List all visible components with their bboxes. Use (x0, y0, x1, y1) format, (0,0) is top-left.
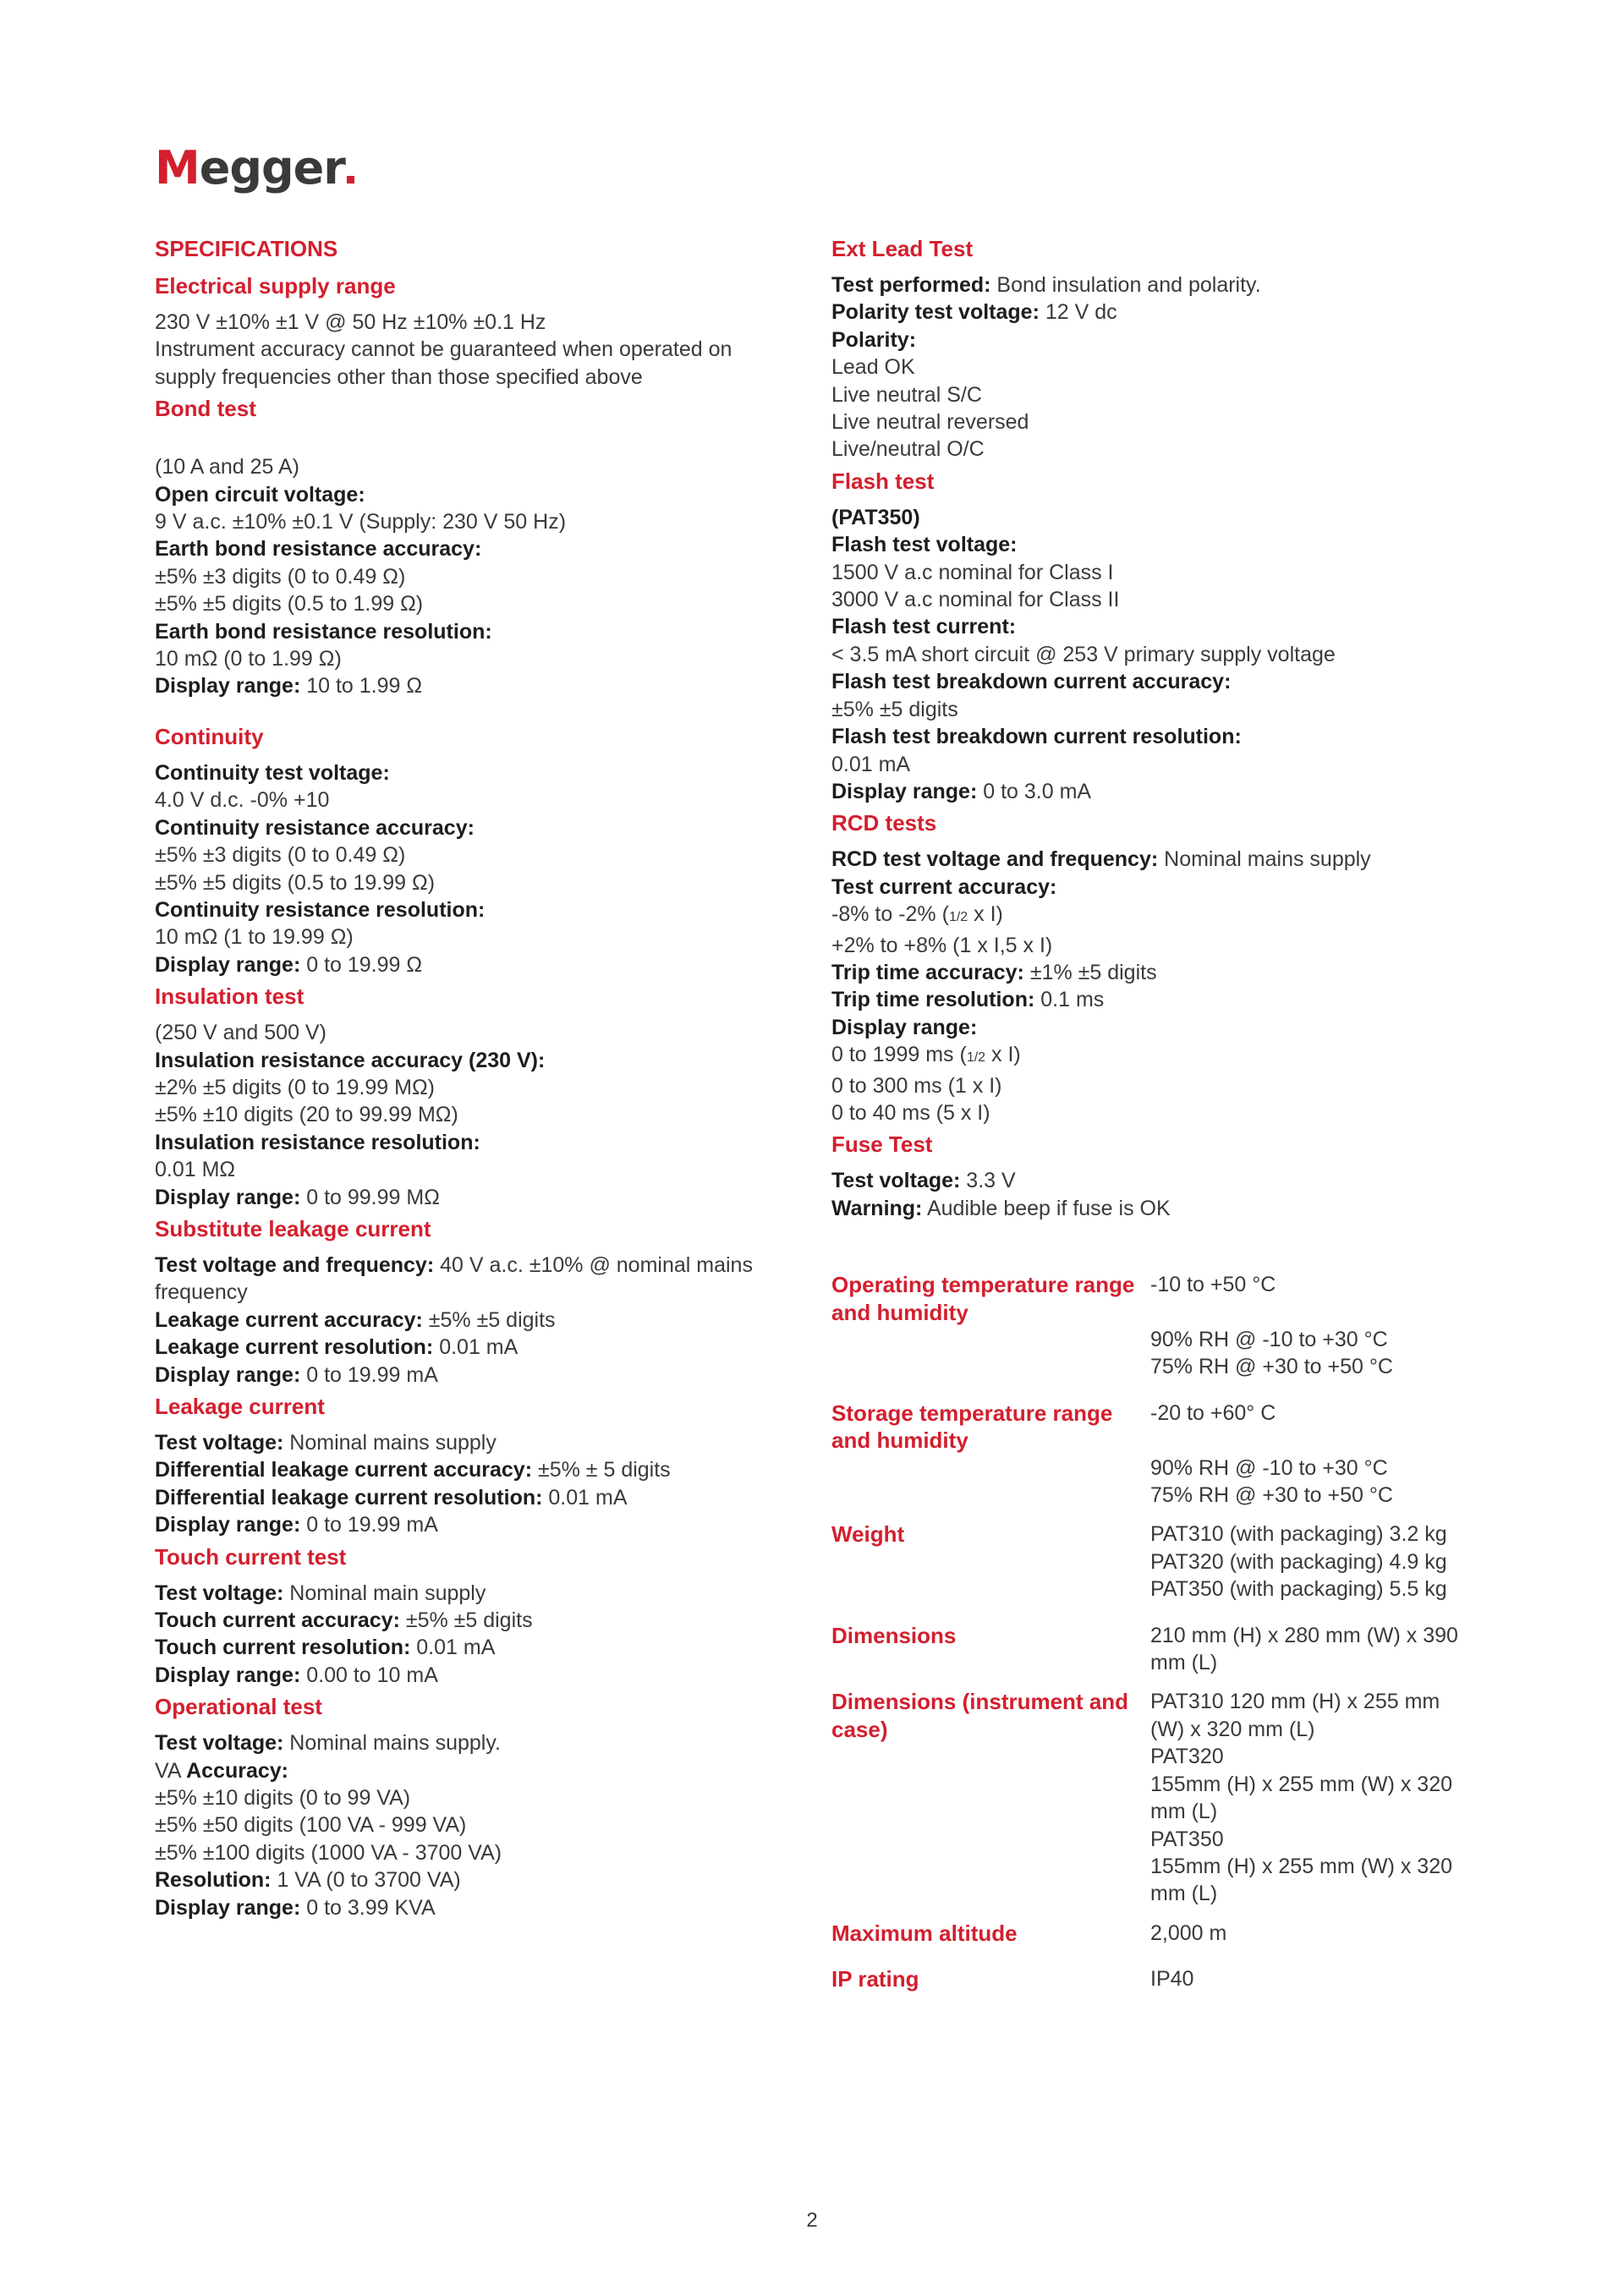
spec-line: Leakage current resolution: 0.01 mA (155, 1335, 518, 1360)
spec-label: Maximum altitude (831, 1920, 1018, 1946)
spec-line: Display range: 0 to 19.99 mA (155, 1513, 438, 1537)
spec-line: Test voltage: Nominal main supply (155, 1581, 486, 1605)
spec-line: Differential leakage current accuracy: ±5% ± 5 digits (155, 1458, 671, 1482)
spec-line: Display range: 10 to 1.99 Ω (155, 674, 423, 699)
left-column (155, 233, 781, 1921)
spec-line: Resolution: 1 VA (0 to 3700 VA) (155, 1868, 461, 1893)
section-title: Electrical supply range (155, 273, 396, 299)
spec-line: ±5% ±5 digits (0.5 to 19.99 Ω) (155, 870, 436, 895)
spec-line: Touch current accuracy: ±5% ±5 digits (155, 1608, 533, 1633)
section-substitute-leakage (155, 1214, 781, 1389)
spec-label: IP rating (831, 1966, 919, 1992)
section-title: Insulation test (155, 984, 304, 1010)
section-title: RCD tests (831, 810, 937, 836)
spec-line: ±5% ±10 digits (0 to 99 VA) (155, 1786, 411, 1811)
spec-row-dimensions-case (831, 1688, 1474, 1907)
spec-line: ±5% ±100 digits (1000 VA - 3700 VA) (155, 1840, 502, 1865)
spec-heading: Continuity test voltage: (155, 760, 390, 785)
megger-logo: Megger (155, 145, 354, 191)
spec-label: Dimensions (instrument and case) (831, 1689, 1129, 1742)
spec-line: ±5% ±3 digits (0 to 0.49 Ω) (155, 564, 406, 589)
spec-line: Polarity test voltage: 12 V dc (831, 300, 1117, 325)
section-title: Fuse Test (831, 1132, 933, 1158)
spec-line: ±5% ±50 digits (100 VA - 999 VA) (155, 1813, 467, 1838)
section-fuse-test (831, 1130, 1474, 1222)
section-electrical-supply (155, 271, 781, 391)
spec-value: 2,000 m (1150, 1921, 1227, 1945)
spec-heading: Open circuit voltage: (155, 482, 365, 507)
spec-line: 0 to 1999 ms (1/2 x I) (831, 1043, 1021, 1067)
spec-value: 210 mm (H) x 280 mm (W) x 390 mm (L) (1150, 1623, 1458, 1675)
spec-row-weight (831, 1521, 1474, 1603)
section-title: Substitute leakage current (155, 1215, 431, 1241)
spec-row-operating-temperature (831, 1271, 1474, 1381)
spec-heading: Display range: (831, 1015, 978, 1039)
section-insulation (155, 982, 781, 1211)
spec-heading: Flash test voltage: (831, 533, 1018, 557)
spec-line: VA Accuracy: (155, 1758, 288, 1783)
spec-heading: Insulation resistance resolution: (155, 1130, 480, 1154)
spec-line: (250 V and 500 V) (155, 1021, 326, 1045)
spec-row-max-altitude (831, 1920, 1474, 1947)
section-leakage-current (155, 1392, 781, 1539)
section-operational-test (155, 1692, 781, 1921)
section-title: Continuity (155, 723, 264, 749)
spec-line: < 3.5 mA short circuit @ 253 V primary supply voltage (831, 642, 1336, 666)
spec-line: 0 to 300 ms (1 x I) (831, 1073, 1002, 1098)
spec-heading: Continuity resistance resolution: (155, 897, 486, 922)
spec-line: Instrument accuracy cannot be guaranteed when operated on (155, 337, 732, 362)
section-flash-test (831, 467, 1474, 805)
spec-row-dimensions (831, 1622, 1474, 1677)
spec-line: Display range: 0 to 19.99 mA (155, 1362, 438, 1387)
spec-line: Test voltage: 3.3 V (831, 1169, 1016, 1193)
section-title: Leakage current (155, 1394, 325, 1419)
spec-line: Live neutral reversed (831, 410, 1029, 435)
spec-line: ±5% ±5 digits (831, 697, 958, 721)
spec-line: Live/neutral O/C (831, 437, 985, 462)
spec-label: Operating temperature range and humidity (831, 1272, 1135, 1325)
spec-heading: Insulation resistance accuracy (230 V): (155, 1048, 546, 1072)
spec-line: 0 to 40 ms (5 x I) (831, 1100, 990, 1125)
spec-heading: Polarity: (831, 327, 917, 352)
spec-line: supply frequencies other than those specified above (155, 364, 643, 389)
spec-label: Storage temperature range and humidity (831, 1400, 1113, 1454)
spec-line: Test performed: Bond insulation and polarity. (831, 273, 1261, 297)
spec-line: 1500 V a.c nominal for Class I (831, 560, 1114, 584)
spec-line: 3000 V a.c nominal for Class II (831, 588, 1120, 612)
spec-line: Display range: 0 to 99.99 MΩ (155, 1185, 440, 1209)
spec-line: Display range: 0 to 3.99 KVA (155, 1895, 436, 1920)
section-continuity (155, 722, 781, 978)
section-title: Flash test (831, 468, 935, 494)
spec-value: -20 to +60° C 90% RH @ -10 to +30 °C 75% RH @ +30 to +50 °C (1150, 1400, 1393, 1508)
spec-line: Touch current resolution: 0.01 mA (155, 1636, 496, 1660)
spec-heading: (PAT350) (831, 505, 920, 529)
section-title: Bond test (155, 396, 256, 422)
right-column (831, 233, 1474, 1993)
spec-heading: Flash test current: (831, 615, 1017, 639)
spec-line: +2% to +8% (1 x I,5 x I) (831, 933, 1053, 957)
page-title: SPECIFICATIONS (155, 236, 338, 261)
spec-heading: Test current accuracy: (831, 874, 1057, 899)
spec-line: Display range: 0.00 to 10 mA (155, 1663, 438, 1687)
spec-line: Warning: Audible beep if fuse is OK (831, 1196, 1171, 1220)
spec-line: 9 V a.c. ±10% ±0.1 V (Supply: 230 V 50 Hz) (155, 510, 567, 534)
spec-line: Lead OK (831, 355, 915, 380)
spec-heading: Continuity resistance accuracy: (155, 815, 475, 840)
page-number: 2 (806, 2209, 818, 2232)
spec-value: -10 to +50 °C 90% RH @ -10 to +30 °C 75% RH @ +30 to +50 °C (1150, 1273, 1393, 1379)
spec-line: frequency (155, 1280, 248, 1305)
section-rcd-tests (831, 808, 1474, 1126)
spec-line: 0.01 MΩ (155, 1158, 236, 1182)
spec-heading: Flash test breakdown current accuracy: (831, 670, 1232, 694)
section-bond-test (155, 394, 781, 700)
spec-line: 230 V ±10% ±1 V @ 50 Hz ±10% ±0.1 Hz (155, 310, 546, 334)
spec-heading: Flash test breakdown current resolution: (831, 725, 1242, 749)
spec-line: Test voltage: Nominal mains supply. (155, 1731, 501, 1756)
spec-value: PAT310 120 mm (H) x 255 mm (W) x 320 mm (L) PAT320 155mm (H) x 255 mm (W) x 320 mm (L) PAT350 155mm (H) x 255 mm (W) x 320 mm (L) (1150, 1690, 1453, 1906)
spec-label: Dimensions (831, 1622, 957, 1648)
spec-value: PAT310 (with packaging) 3.2 kg PAT320 (with packaging) 4.9 kg PAT350 (with packaging) 5.5 kg (1150, 1522, 1447, 1602)
spec-row-ip-rating (831, 1965, 1474, 1992)
section-touch-current (155, 1543, 781, 1690)
spec-line: Leakage current accuracy: ±5% ±5 digits (155, 1307, 556, 1332)
spec-row-storage-temperature (831, 1400, 1474, 1510)
spec-label: Weight (831, 1521, 905, 1548)
spec-line: Live neutral S/C (831, 382, 982, 407)
spec-line: RCD test voltage and frequency: Nominal mains supply (831, 847, 1371, 872)
section-title: Ext Lead Test (831, 236, 974, 261)
spec-line: 0.01 mA (831, 752, 911, 776)
spec-line: (10 A and 25 A) (155, 455, 299, 479)
spec-heading: Earth bond resistance resolution: (155, 619, 492, 644)
spec-line: ±5% ±10 digits (20 to 99.99 MΩ) (155, 1103, 458, 1127)
spec-line: Display range: 0 to 19.99 Ω (155, 952, 423, 977)
spec-line: 10 mΩ (1 to 19.99 Ω) (155, 925, 354, 950)
general-specs-table (831, 1271, 1474, 1992)
section-title: Operational test (155, 1694, 322, 1720)
spec-line: Display range: 0 to 3.0 mA (831, 779, 1092, 803)
spec-line: Test voltage and frequency: 40 V a.c. ±10% @ nominal mains (155, 1252, 753, 1277)
spec-line: ±2% ±5 digits (0 to 19.99 MΩ) (155, 1075, 435, 1099)
spec-value: IP40 (1150, 1967, 1194, 1992)
spec-line: ±5% ±3 digits (0 to 0.49 Ω) (155, 843, 406, 868)
spec-line: Differential leakage current resolution: 0.01 mA (155, 1485, 628, 1510)
spec-line: Trip time accuracy: ±1% ±5 digits (831, 960, 1157, 984)
section-title: Touch current test (155, 1543, 347, 1570)
spec-line: -8% to -2% (1/2 x I) (831, 902, 1003, 927)
spec-line: 10 mΩ (0 to 1.99 Ω) (155, 647, 342, 671)
section-ext-lead-test (831, 234, 1474, 463)
spec-line: 4.0 V d.c. -0% +10 (155, 788, 330, 813)
spec-line: ±5% ±5 digits (0.5 to 1.99 Ω) (155, 592, 424, 616)
spec-line: Trip time resolution: 0.1 ms (831, 988, 1105, 1012)
spec-heading: Earth bond resistance accuracy: (155, 537, 482, 562)
spec-line: Test voltage: Nominal mains supply (155, 1431, 497, 1455)
